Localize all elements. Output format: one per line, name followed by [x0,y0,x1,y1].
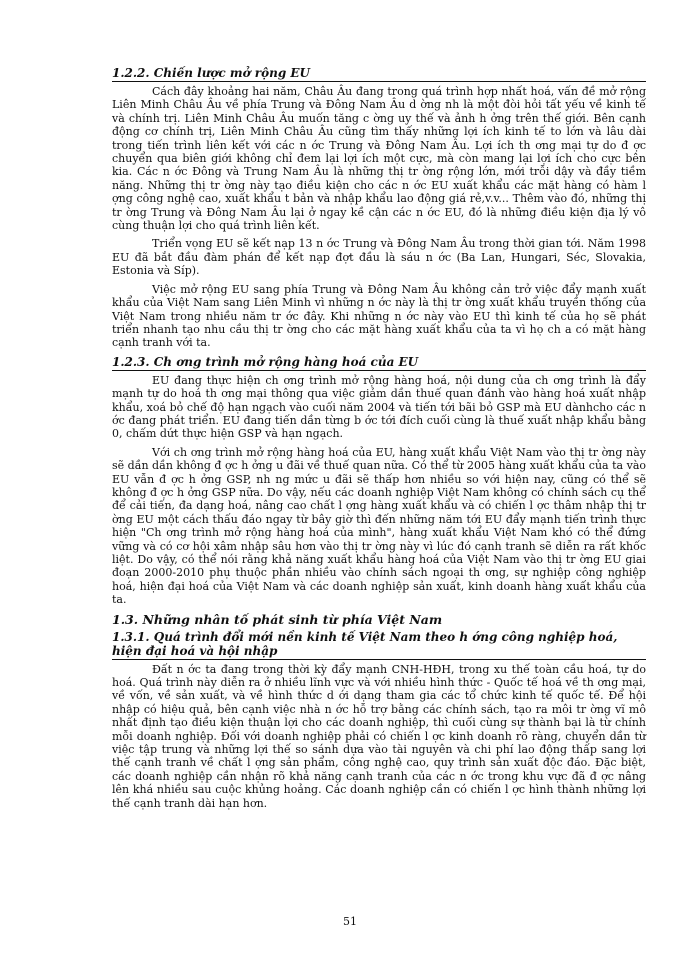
document-page [112,66,646,815]
paragraph: Việc mở rộng EU sang phía Trung và Đông Nam Âu không cản trở việc đẩy mạnh xuất khẩu của Việt Nam sang Liên Minh vì những n ớc này là thị tr ờng xuất khẩu truyền thống của Việt Nam trong nhiều năm tr ớc đây. Khi những n ớc này vào EU thì kinh tế của họ sẽ phát triển nhanh tạo nhu cầu thị tr ờng cho các mặt hàng xuất khẩu của ta vì họ ch a có mặt hàng cạnh tranh với ta. [112,282,646,350]
heading-1-2-3: 1.2.3. Ch ơng trình mở rộng hàng hoá của EU [112,355,646,371]
paragraph: Với ch ơng trình mở rộng hàng hoá của EU, hàng xuất khẩu Việt Nam vào thị tr ờng này sẽ dần dần không đ ợc h ởng u đãi về thuế quan nữa. Có thể từ 2005 hàng xuất khẩu của ta vào EU vẫn đ ợc h ởng GSP, nh ng mức u đãi sẽ thấp hơn nhiều so với hiện nay, cũng có thể sẽ không đ ợc h ởng GSP nữa. Do vậy, nếu các doanh nghiệp Việt Nam không có chính sách cụ thể để cải tiến, đa dạng hoá, nâng cao chất l ợng hàng xuất khẩu và có chiến l ợc thâm nhập thị tr ờng EU một cách thấu đáo ngay từ bây giờ thì đến những năm tới EU đẩy mạnh tiến trình thực hiện "Ch ơng trình mở rộng hàng hoá của mình", hàng xuất khẩu Việt Nam khó có thể đứng vững và có cơ hội xâm nhập sâu hơn vào thị tr ờng này vì lúc đó cạnh tranh sẽ diễn ra rất khốc liệt. Do vậy, có thể nói rằng khả năng xuất khẩu hàng hoá của Việt Nam vào thị tr ờng EU giai đoạn 2000-2010 phụ thuộc phần nhiều vào chính sách ngoại th ơng, sự nghiệp công nghiệp hoá, hiện đại hoá của Việt Nam và các doanh nghiệp sản xuất, kinh doanh hàng xuất khẩu của ta. [112,445,646,607]
paragraph: EU đang thực hiện ch ơng trình mở rộng hàng hoá, nội dung của ch ơng trình là đẩy mạnh tự do hoá th ơng mại thông qua việc giảm dần thuế quan đánh vào hàng hoá xuất nhập khẩu, xoá bỏ chế độ hạn ngạch vào cuối năm 2004 và tiến tới bãi bỏ GSP mà EU dànhcho các n ớc đang phát triển. EU đang tiến dần từng b ớc tới đích cuối cùng là thuế xuất nhập khẩu bằng 0, chấm dứt thực hiện GSP và hạn ngạch. [112,373,646,441]
heading-1-3: 1.3. Những nhân tố phát sinh từ phía Việt Nam [112,611,443,627]
page-number: 51 [343,915,357,928]
paragraph: Triển vọng EU sẽ kết nạp 13 n ớc Trung và Đông Nam Âu trong thời gian tới. Năm 1998 EU đã bắt đầu đàm phán để kết nạp đợt đầu là sáu n ớc (Ba Lan, Hungari, Séc, Slovakia, Estonia và Síp). [112,237,646,278]
paragraph: Cách đây khoảng hai năm, Châu Âu đang trong quá trình hợp nhất hoá, vấn đề mở rộng Liên Minh Châu Âu về phía Trung và Đông Nam Âu d ờng nh là một đòi hỏi tất yếu về kinh tế và chính trị. Liên Minh Châu Âu muốn tăng c ờng uy thế và ảnh h ởng trên thế giới. Bên cạnh động cơ chính trị, Liên Minh Châu Âu cũng tìm thấy những lợi ích kinh tế to lớn và lâu dài trong tiến trình liên kết với các n ớc Trung và Đông Nam Âu. Lợi ích th ơng mại tự do đ ợc chuyển qua biên giới không chỉ đem lại lợi ích một cực, mà còn mang lại lợi ích cho cực bên kia. Các n ớc Đông và Trung Nam Âu là những thị tr ờng rộng lớn, mới trỗi dậy và đầy tiềm năng. Những thị tr ờng này tạo điều kiện cho các n ớc EU xuất khẩu các mặt hàng có hàm l ợng công nghệ cao, xuất khẩu t bản và nhập khẩu lao động giá rẻ,v.v... Thêm vào đó, những thị tr ờng Trung và Đông Nam Âu lại ở ngay kề cận các n ớc EU, đó là những điều kiện địa lý vô cùng thuận lợi cho quá trình liên kết. [112,85,646,233]
heading-1-3-1: 1.3.1. Quá trình đổi mới nền kinh tế Việt Nam theo h ớng công nghiệp hoá, hiện đại hoá và hội nhập [112,630,646,660]
paragraph: Đất n ớc ta đang trong thời kỳ đẩy mạnh CNH-HĐH, trong xu thế toàn cầu hoá, tự do hoá. Quá trình này diễn ra ở nhiều lĩnh vực và với nhiều hình thức - Quốc tế hoá về th ơng mại, về vốn, về sản xuất, và về hình thức d ới dạng tham gia các tổ chức kinh tế quốc tế. Để hội nhập có hiệu quả, bên cạnh việc nhà n ớc hỗ trợ bằng các chính sách, tạo ra môi tr ờng vĩ mô nhất định tạo điều kiện thuận lợi cho các doanh nghiệp, thì cuối cùng sự thành bại là từ chính mỗi doanh nghiệp. Đối với doanh nghiệp phải có chiến l ợc kinh doanh rõ ràng, chuyển dần từ việc tập trung và những lợi thế so sánh dựa vào tài nguyên và chi phí lao động thấp sang lợi thế cạnh tranh về chất l ợng sản phẩm, công nghệ cao, quy trình sản xuất độc đáo. Đặc biệt, các doanh nghiệp cần nhận rõ khả năng cạnh tranh của các n ớc trong khu vực đã đ ợc nâng lên khá nhiều sau cuộc khủng hoảng. Các doanh nghiệp cần có chiến l ợc hình thành những lợi thế cạnh tranh dài hạn hơn. [112,662,646,810]
heading-1-2-2: 1.2.2. Chiến lược mở rộng EU [112,66,646,82]
